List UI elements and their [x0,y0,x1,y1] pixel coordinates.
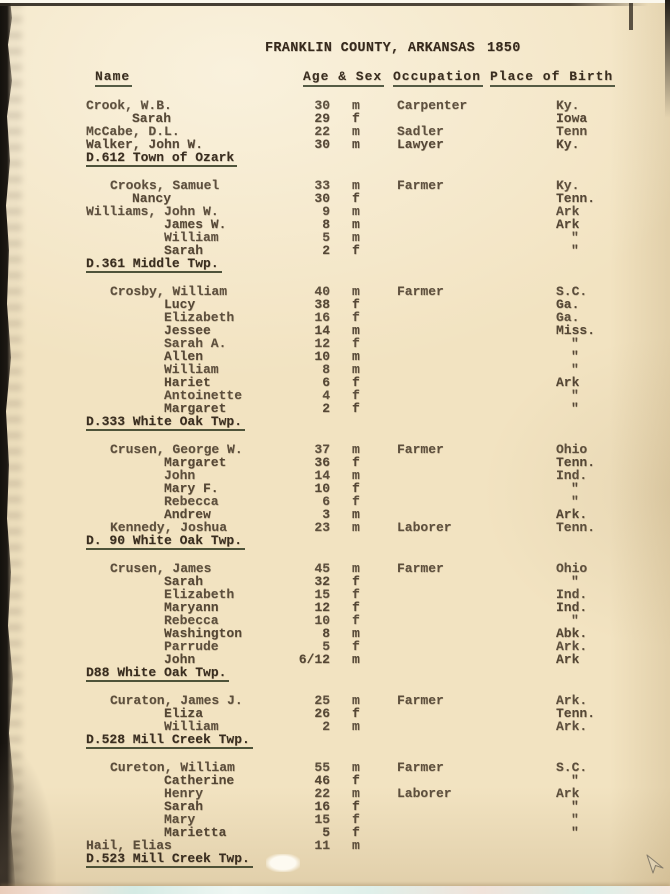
person-sex: m [352,561,360,576]
person-age: 46 [314,773,330,788]
person-name: John [164,468,196,483]
person-name: Walker, John W. [86,137,204,152]
year-label: 1850 [487,41,521,56]
person-birth: Tenn. [556,520,596,535]
census-section [0,285,670,428]
person-age: 9 [322,204,330,219]
scan-top-edge-line [0,3,648,6]
person-age: 14 [314,323,330,338]
person-name: Crooks, Samuel [110,178,220,193]
person-age: 29 [314,111,330,126]
person-sex: f [352,401,360,416]
person-name: Curaton, James J. [110,693,243,708]
person-sex: m [352,137,360,152]
table-row [0,482,670,495]
person-name: Crosby, William [110,284,228,299]
section-rows [0,761,670,852]
person-name: Sarah [164,799,204,814]
person-occupation: Lawyer [397,137,444,152]
person-sex: f [352,600,360,615]
person-birth: Ark [556,217,580,232]
scan-left-smudge [0,744,56,894]
person-name: Williams, John W. [86,204,219,219]
scan-bottom-strip [0,886,670,894]
person-age: 2 [322,243,330,258]
person-occupation: Sadler [397,124,444,139]
person-sex: f [352,613,360,628]
person-sex: m [352,760,360,775]
table-row [0,376,670,389]
mouse-pointer-icon [640,851,668,879]
section-rows [0,694,670,733]
person-birth: " [571,825,579,840]
person-birth: Abk. [556,626,588,641]
person-age: 3 [322,507,330,522]
person-occupation: Farmer [397,284,444,299]
page-title: FRANKLIN COUNTY, ARKANSAS [265,41,476,56]
person-name: Sarah [164,243,204,258]
table-row [0,601,670,614]
person-birth: " [571,362,579,377]
person-sex: m [352,626,360,641]
person-birth: Ky. [556,137,580,152]
column-header-birth: Place of Birth [490,69,615,87]
person-birth: " [571,574,579,589]
person-sex: m [352,652,360,667]
person-occupation: Farmer [397,693,444,708]
person-age: 10 [314,613,330,628]
person-age: 12 [314,600,330,615]
column-header-age-sex: Age & Sex [303,69,384,87]
person-sex: f [352,799,360,814]
section-footer-row [0,733,670,746]
section-rows [0,99,670,151]
person-age: 22 [314,786,330,801]
person-age: 4 [322,388,330,403]
person-sex: f [352,388,360,403]
census-section [0,99,670,164]
person-age: 15 [314,812,330,827]
person-sex: m [352,362,360,377]
person-birth: S.C. [556,284,588,299]
census-section [0,562,670,679]
person-occupation: Farmer [397,760,444,775]
person-sex: f [352,191,360,206]
person-age: 38 [314,297,330,312]
person-name: Margaret [164,401,227,416]
person-sex: m [352,178,360,193]
person-birth: Ark [556,786,580,801]
person-age: 11 [314,838,330,853]
section-footer-row [0,257,670,270]
section-rows [0,285,670,415]
person-birth: " [571,243,579,258]
table-row [0,469,670,482]
person-name: Henry [164,786,204,801]
person-birth: Iowa [556,111,588,126]
person-name: Rebecca [164,613,219,628]
person-age: 33 [314,178,330,193]
table-row [0,787,670,800]
person-sex: m [352,786,360,801]
person-name: Allen [164,349,204,364]
person-sex: m [352,442,360,457]
person-sex: m [352,520,360,535]
person-sex: f [352,587,360,602]
person-birth: Ark [556,204,580,219]
person-age: 37 [314,442,330,457]
person-birth: Ark [556,652,580,667]
person-name: Elizabeth [164,587,235,602]
person-name: Margaret [164,455,227,470]
person-name: Maryann [164,600,219,615]
person-sex: f [352,111,360,126]
person-age: 40 [314,284,330,299]
person-name: Hail, Elias [86,838,172,853]
person-birth: Ark. [556,719,588,734]
person-name: Eliza [164,706,204,721]
section-footer: D. 90 White Oak Twp. [86,534,245,550]
correction-fluid-spot [266,854,300,872]
person-name: Rebecca [164,494,219,509]
table-row [0,231,670,244]
person-name: Crook, W.B. [86,98,172,113]
person-birth: Ind. [556,468,588,483]
person-birth: " [571,230,579,245]
person-age: 8 [322,626,330,641]
person-age: 10 [314,349,330,364]
census-section [0,761,670,865]
scan-top-corner-line [629,3,633,30]
person-birth: Miss. [556,323,596,338]
person-name: Kennedy, Joshua [110,520,228,535]
person-name: Crusen, James [110,561,212,576]
table-row [0,761,670,774]
person-birth: " [571,799,579,814]
person-sex: m [352,204,360,219]
person-sex: f [352,812,360,827]
person-name: Sarah A. [164,336,227,351]
person-age: 32 [314,574,330,589]
person-age: 2 [322,719,330,734]
person-sex: m [352,349,360,364]
table-row [0,389,670,402]
person-birth: " [571,481,579,496]
table-row [0,337,670,350]
person-birth: Tenn [556,124,588,139]
person-birth: Ind. [556,600,588,615]
person-sex: f [352,297,360,312]
person-sex: m [352,284,360,299]
person-name: Catherine [164,773,235,788]
person-birth: Ark. [556,639,588,654]
person-age: 16 [314,310,330,325]
person-age: 15 [314,587,330,602]
person-birth: Ga. [556,310,580,325]
person-age: 6 [322,375,330,390]
person-age: 6/12 [298,652,330,667]
person-age: 22 [314,124,330,139]
person-sex: f [352,706,360,721]
section-footer: D.528 Mill Creek Twp. [86,733,253,749]
person-occupation: Laborer [397,520,452,535]
person-sex: f [352,336,360,351]
person-age: 30 [314,191,330,206]
person-birth: Tenn. [556,455,596,470]
person-age: 10 [314,481,330,496]
person-birth: Ark. [556,507,588,522]
person-sex: f [352,773,360,788]
table-row [0,350,670,363]
person-age: 55 [314,760,330,775]
census-section [0,694,670,746]
person-age: 8 [322,217,330,232]
person-age: 30 [314,137,330,152]
person-age: 14 [314,468,330,483]
table-row [0,218,670,231]
person-birth: Ohio [556,561,588,576]
person-occupation: Farmer [397,561,444,576]
person-sex: f [352,375,360,390]
person-birth: " [571,401,579,416]
person-name: Jessee [164,323,211,338]
person-birth: S.C. [556,760,588,775]
person-occupation: Carpenter [397,98,468,113]
table-row [0,562,670,575]
person-age: 2 [322,401,330,416]
person-age: 25 [314,693,330,708]
person-name: Sarah [132,111,172,126]
person-age: 16 [314,799,330,814]
person-name: McCabe, D.L. [86,124,180,139]
person-name: John [164,652,196,667]
person-name: Mary F. [164,481,219,496]
section-footer: D.361 Middle Twp. [86,257,222,273]
person-sex: f [352,243,360,258]
person-sex: m [352,217,360,232]
section-footer-row [0,666,670,679]
person-age: 5 [322,230,330,245]
person-sex: f [352,825,360,840]
person-birth: Ky. [556,98,580,113]
person-birth: Ark [556,375,580,390]
person-age: 12 [314,336,330,351]
section-footer: D.333 White Oak Twp. [86,415,245,431]
person-name: Washington [164,626,243,641]
person-sex: m [352,693,360,708]
table-row [0,324,670,337]
person-sex: m [352,838,360,853]
person-age: 5 [322,825,330,840]
person-sex: m [352,124,360,139]
person-age: 5 [322,639,330,654]
section-footer: D.612 Town of Ozark [86,151,237,167]
person-name: William [164,362,219,377]
person-age: 8 [322,362,330,377]
person-birth: " [571,494,579,509]
section-rows [0,179,670,257]
person-name: Nancy [132,191,172,206]
person-sex: m [352,323,360,338]
person-sex: m [352,230,360,245]
person-birth: " [571,812,579,827]
person-age: 30 [314,98,330,113]
person-name: Marietta [164,825,227,840]
person-birth: Ark. [556,693,588,708]
person-name: William [164,230,219,245]
person-sex: m [352,98,360,113]
person-sex: f [352,455,360,470]
person-birth: " [571,613,579,628]
person-name: Antoinette [164,388,243,403]
section-rows [0,443,670,534]
person-age: 6 [322,494,330,509]
person-birth: Ga. [556,297,580,312]
person-occupation: Farmer [397,442,444,457]
scan-right-edge-line [665,0,670,118]
person-age: 23 [314,520,330,535]
census-sections [0,99,670,880]
person-name: William [164,719,219,734]
section-footer: D.523 Mill Creek Twp. [86,852,253,868]
person-name: Hariet [164,375,211,390]
person-sex: f [352,481,360,496]
person-occupation: Laborer [397,786,452,801]
person-birth: Ky. [556,178,580,193]
person-name: Sarah [164,574,204,589]
person-age: 36 [314,455,330,470]
column-header-occupation: Occupation [393,69,483,87]
census-section [0,179,670,270]
person-sex: f [352,310,360,325]
person-name: Cureton, William [110,760,235,775]
section-rows [0,562,670,666]
person-sex: m [352,507,360,522]
person-sex: m [352,719,360,734]
person-sex: f [352,494,360,509]
person-birth: Ind. [556,587,588,602]
person-birth: " [571,773,579,788]
person-birth: Tenn. [556,191,596,206]
section-footer: D88 White Oak Twp. [86,666,229,682]
section-footer-row [0,852,670,865]
section-footer-row [0,534,670,547]
person-birth: " [571,349,579,364]
person-name: Parrude [164,639,219,654]
person-name: Andrew [164,507,211,522]
person-birth: Ohio [556,442,588,457]
person-birth: " [571,336,579,351]
person-name: Crusen, George W. [110,442,243,457]
table-row [0,813,670,826]
table-row [0,800,670,813]
person-occupation: Farmer [397,178,444,193]
column-header-name: Name [95,69,132,87]
person-name: Lucy [164,297,196,312]
person-birth: Tenn. [556,706,596,721]
person-sex: f [352,639,360,654]
person-age: 45 [314,561,330,576]
person-sex: f [352,574,360,589]
person-name: James W. [164,217,227,232]
section-footer-row [0,151,670,164]
person-birth: " [571,388,579,403]
section-footer-row [0,415,670,428]
census-section [0,443,670,547]
person-name: Elizabeth [164,310,235,325]
person-age: 26 [314,706,330,721]
person-sex: m [352,468,360,483]
person-name: Mary [164,812,196,827]
